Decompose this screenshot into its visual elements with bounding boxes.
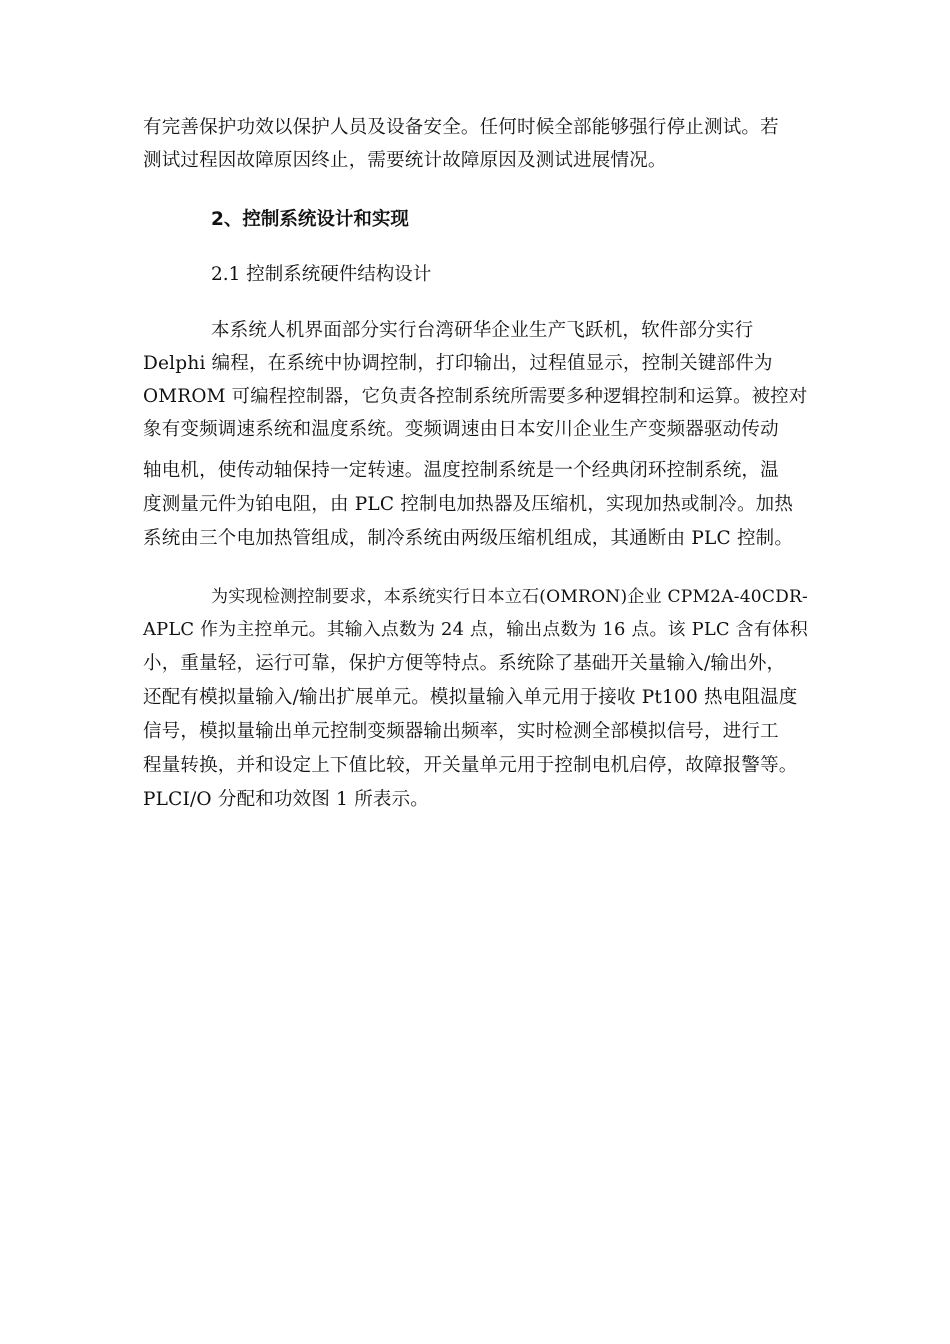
section-heading: 2、控制系统设计和实现: [211, 209, 409, 230]
paragraph-hardware-line-7: 系统由三个电加热管组成，制冷系统由两级压缩机组成，其通断由 PLC 控制。: [143, 528, 794, 549]
paragraph-hardware-line-3: OMROM 可编程控制器，它负责各控制系统所需要多种逻辑控制和运算。被控对: [143, 386, 808, 407]
paragraph-plc-line-3: 小，重量轻，运行可靠，保护方便等特点。系统除了基础开关量输入/输出外，: [143, 653, 786, 674]
paragraph-hardware-line-5: 轴电机，使传动轴保持一定转速。温度控制系统是一个经典闭环控制系统，温: [143, 460, 779, 481]
paragraph-hardware-line-6: 度测量元件为铂电阻，由 PLC 控制电加热器及压缩机，实现加热或制冷。加热: [143, 494, 794, 515]
paragraph-hardware-line-2: Delphi 编程，在系统中协调控制，打印输出，过程值显示，控制关键部件为: [143, 353, 773, 374]
paragraph-plc-line-2: APLC 作为主控单元。其输入点数为 24 点，输出点数为 16 点。该 PLC 含有体积: [143, 619, 808, 640]
paragraph-intro-line-2: 测试过程因故障原因终止，需要统计故障原因及测试进展情况。: [143, 150, 667, 171]
subsection-heading: 2.1 控制系统硬件结构设计: [211, 264, 432, 285]
paragraph-hardware-line-4: 象有变频调速系统和温度系统。变频调速由日本安川企业生产变频器驱动传动: [143, 419, 779, 440]
paragraph-plc-line-5: 信号，模拟量输出单元控制变频器输出频率，实时检测全部模拟信号，进行工: [143, 721, 779, 742]
paragraph-plc-line-4: 还配有模拟量输入/输出扩展单元。模拟量输入单元用于接收 Pt100 热电阻温度: [143, 687, 798, 708]
paragraph-plc-line-1: 为实现检测控制要求，本系统实行日本立石(OMRON)企业 CPM2A-40CDR-: [211, 587, 809, 607]
paragraph-hardware-line-1: 本系统人机界面部分实行台湾研华企业生产飞跃机，软件部分实行: [211, 320, 754, 341]
paragraph-plc-line-7: PLCI/O 分配和功效图 1 所表示。: [143, 789, 430, 810]
paragraph-intro-line-1: 有完善保护功效以保护人员及设备安全。任何时候全部能够强行停止测试。若: [143, 117, 779, 138]
paragraph-plc-line-6: 程量转换，并和设定上下值比较，开关量单元用于控制电机启停，故障报警等。: [143, 755, 798, 776]
